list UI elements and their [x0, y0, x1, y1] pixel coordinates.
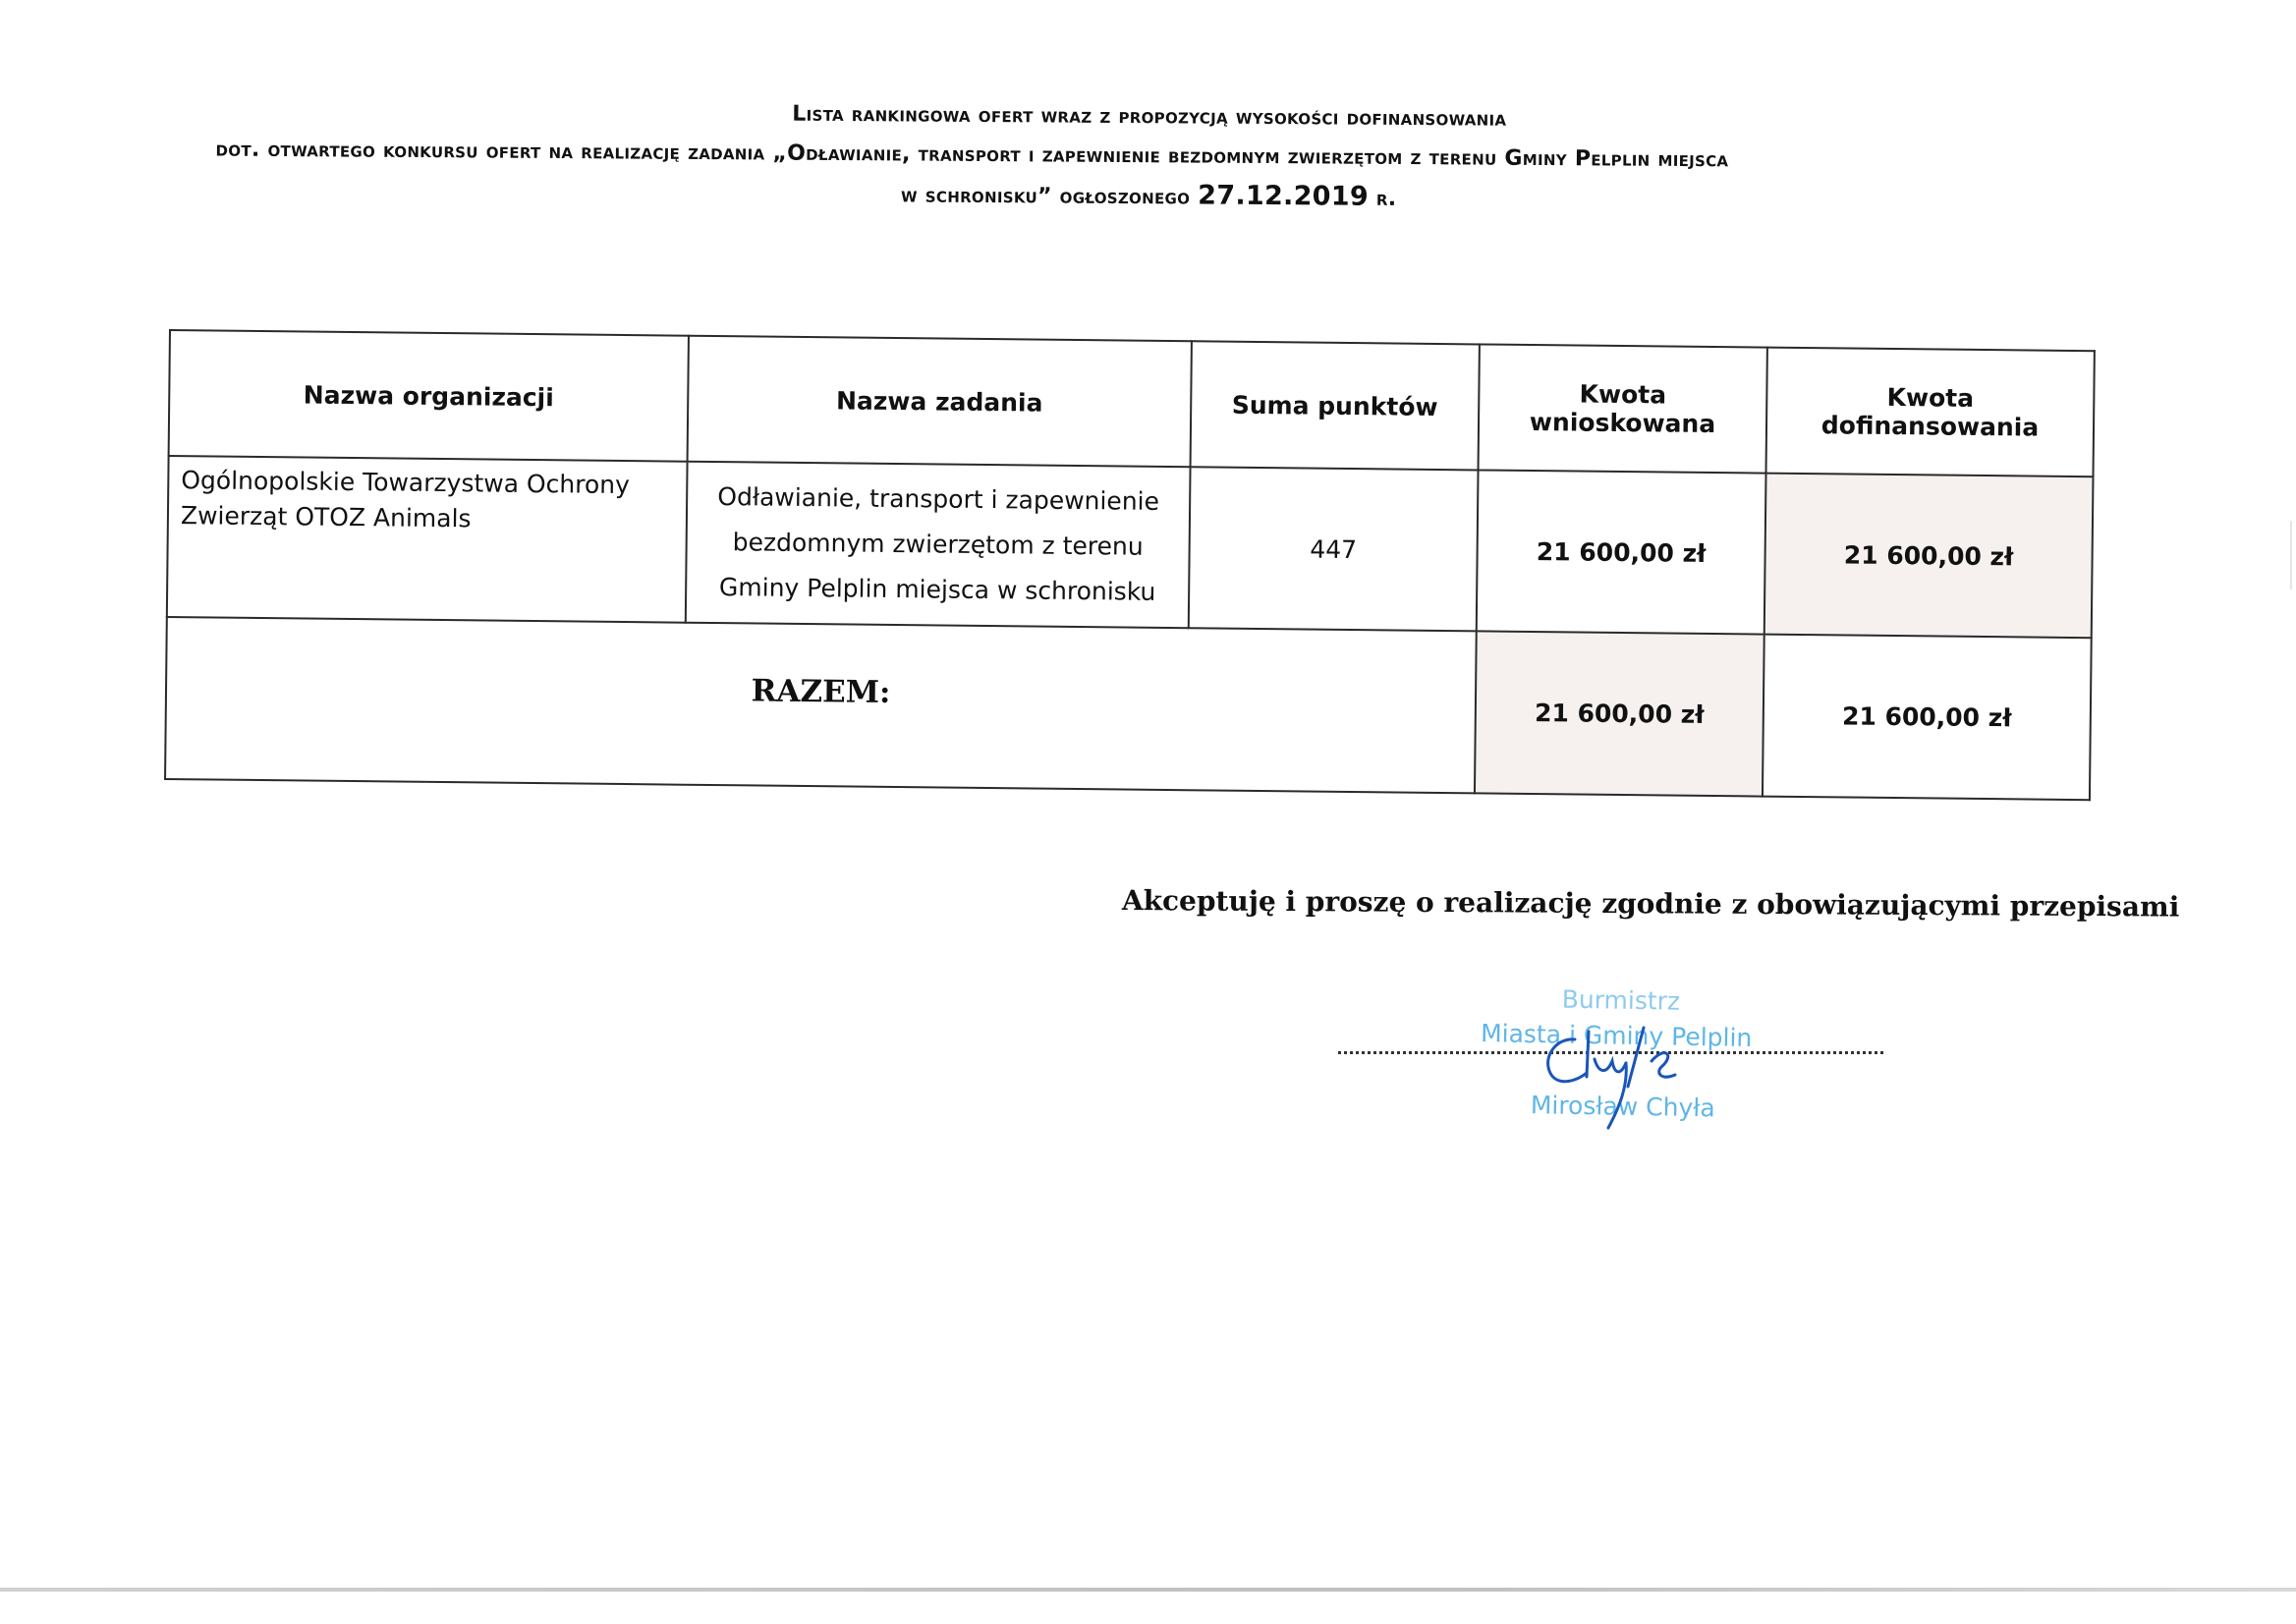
- header-subject: dot. otwartego konkursu ofert na realizację zadania „Odławianie, transport i zapewnienie bezdomnym zwierzętom z terenu Gminy Pelplin miejsca: [215, 137, 1729, 173]
- stamp-title: Burmistrz: [1561, 984, 1681, 1016]
- total-label: RAZEM:: [165, 617, 1477, 793]
- header-title: Lista rankingowa ofert wraz z propozycją wysokości dofinansowania: [792, 101, 1507, 132]
- column-header-points: Suma punktów: [1191, 341, 1480, 470]
- table-header-row: [169, 330, 2095, 476]
- total-requested-amount: 21 600,00 zł: [1475, 631, 1764, 796]
- table-row: [167, 456, 2094, 638]
- cell-requested-amount: 21 600,00 zł: [1477, 470, 1766, 634]
- cell-task: Odławianie, transport i zapewnienie bezdomnym zwierzętom z terenu Gminy Pelplin miejsca w schronisku: [686, 462, 1191, 629]
- column-header-requested: Kwota wnioskowana: [1479, 344, 1767, 473]
- scan-edge-line: [0, 1588, 2296, 1592]
- header-line3-end: r.: [1368, 186, 1397, 211]
- announcement-date: 27.12.2019: [1198, 180, 1370, 212]
- total-row: [165, 617, 2092, 800]
- cell-organization: Ogólnopolskie Towarzystwa Ochrony Zwierząt OTOZ Animals: [167, 456, 688, 623]
- cell-granted-amount: 21 600,00 zł: [1764, 474, 2094, 639]
- stamp-name: Mirosław Chyła: [1530, 1091, 1715, 1123]
- cell-points: 447: [1189, 467, 1479, 631]
- document-header: [137, 90, 2161, 224]
- column-header-granted: Kwota dofinansowania: [1766, 348, 2095, 477]
- ranking-table: [164, 329, 2096, 801]
- stamp-office: Miasta i Gminy Pelplin: [1480, 1019, 1753, 1052]
- acceptance-note: Akceptuję i proszę o realizację zgodnie z obowiązującymi przepisami: [1121, 884, 2180, 924]
- ranking-table-container: [164, 329, 2096, 801]
- scan-artifact: [2290, 521, 2292, 589]
- header-line3-start: w schronisku” ogłoszonego: [900, 183, 1199, 210]
- column-header-task: Nazwa zadania: [688, 336, 1192, 468]
- total-granted-amount: 21 600,00 zł: [1763, 635, 2092, 801]
- handwritten-signature: [1518, 1012, 1714, 1130]
- column-header-organization: Nazwa organizacji: [169, 330, 689, 462]
